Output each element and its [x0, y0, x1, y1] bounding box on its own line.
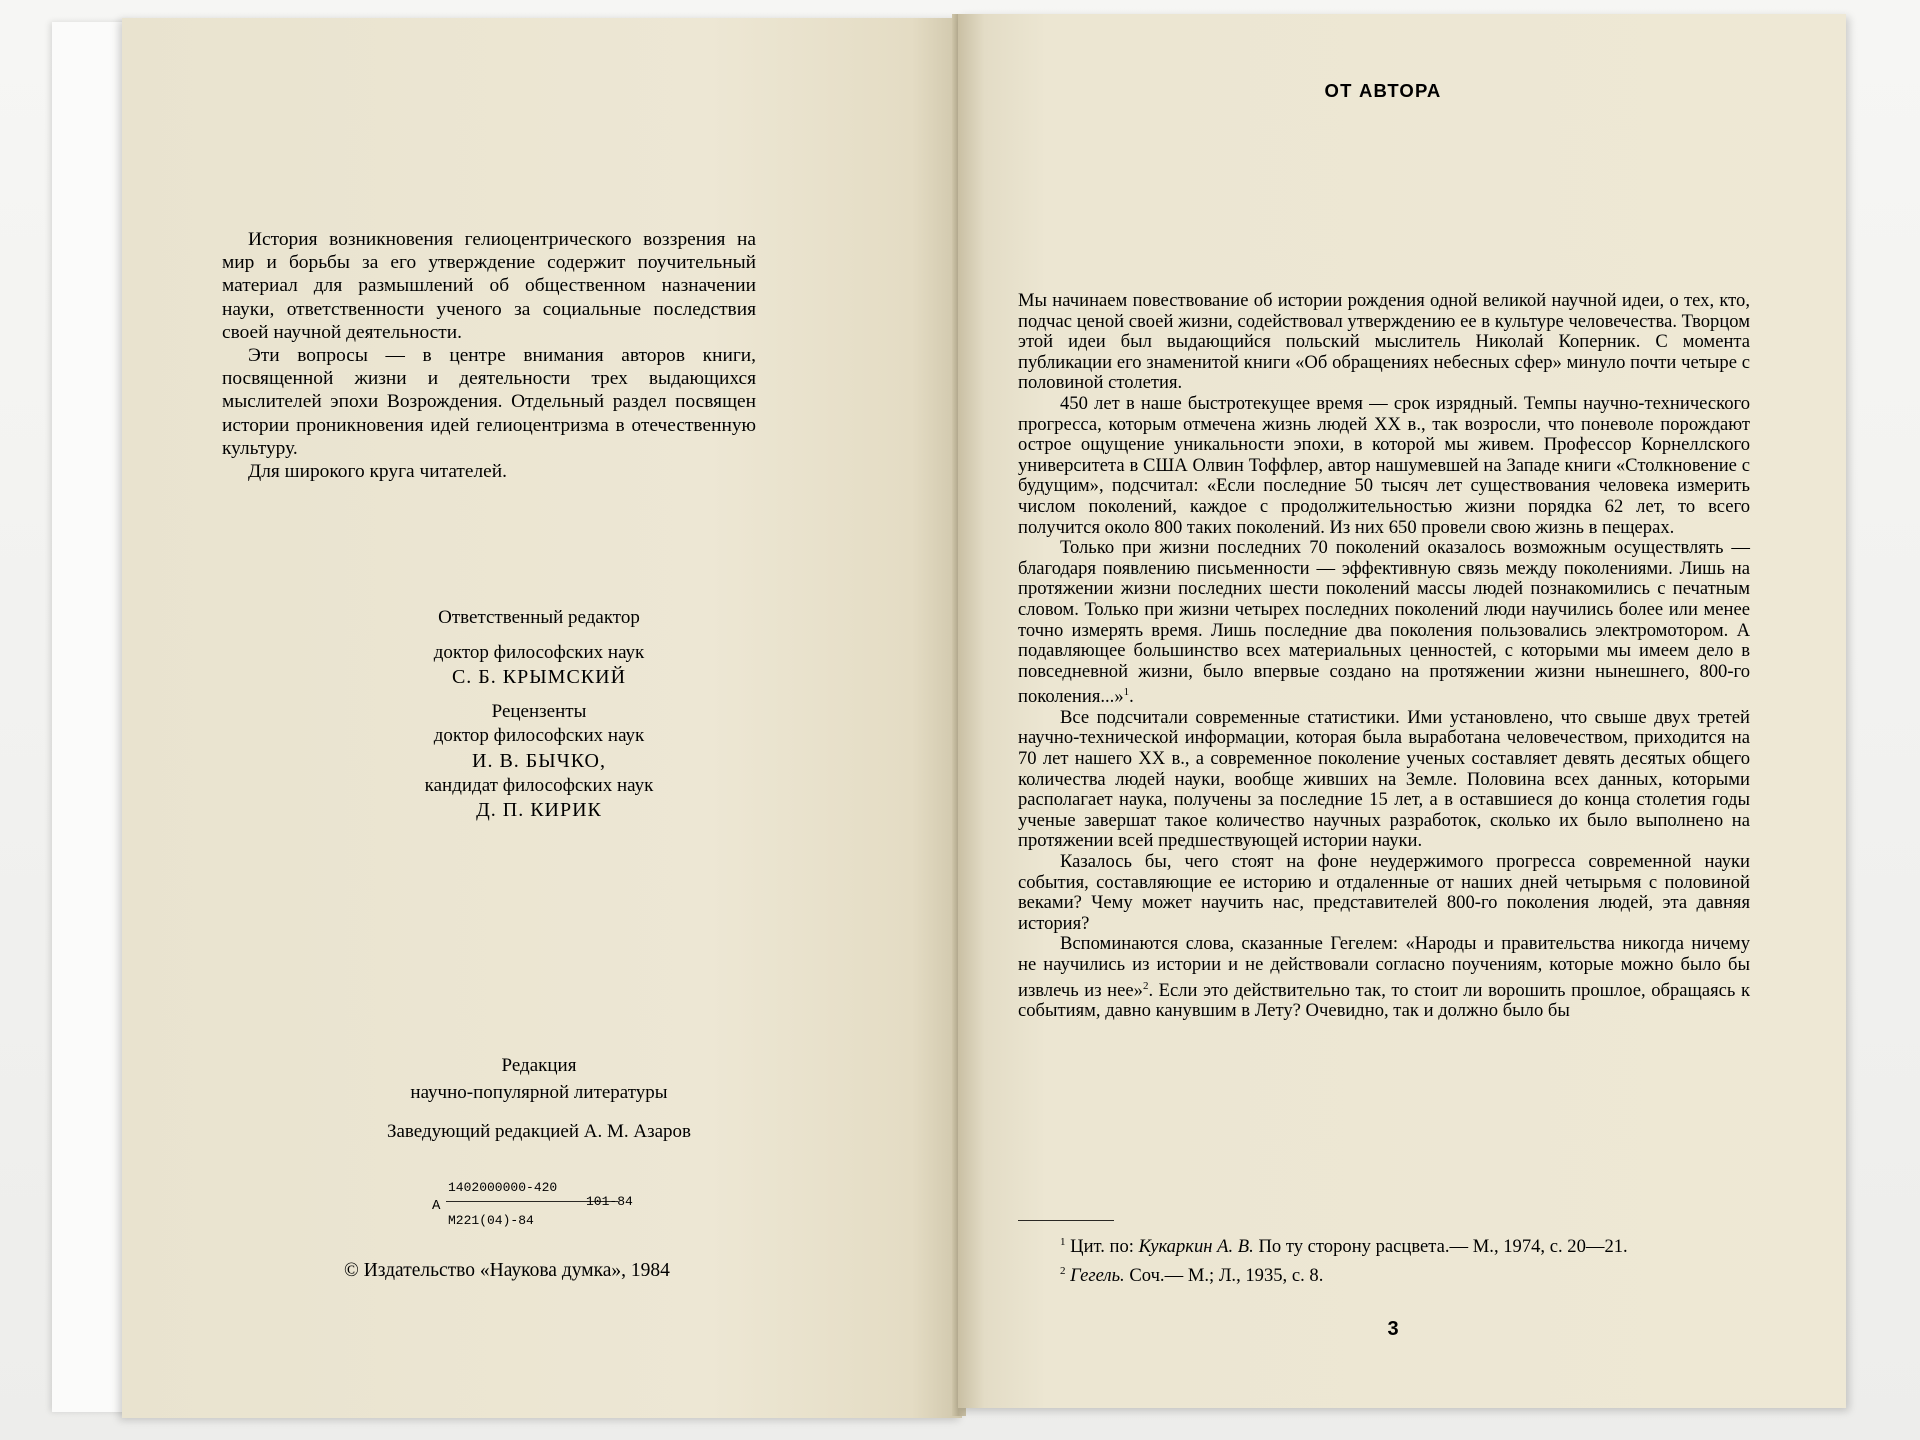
annotation-paragraph: История возникновения гелиоцентрического воззрения на мир и борьбы за его утверждение содержит поучительный материал для размышлений об общественном назначении науки, ответственности ученого за социальные последствия своей научной деятельности.: [222, 229, 756, 343]
reviewer-name: Д. П. КИРИК: [476, 799, 602, 822]
footnote-source: По ту сторону расцвета.— М., 1974, с. 20—21.: [1258, 1236, 1628, 1257]
body-text: [1018, 291, 1750, 1022]
paragraph-text: Вспоминаются слова, сказанные Гегелем: «Народы и правительства никогда ничему не научились из истории и не действовали согласно поучениям, которые можно было бы извлечь из нее»: [1018, 933, 1750, 1001]
book-cover-edge: [52, 22, 132, 1412]
footnote-prefix: Цит. по:: [1070, 1236, 1134, 1257]
annotation-paragraph: Для широкого круга читателей.: [248, 461, 508, 483]
editorial-office-department: научно-популярной литературы: [410, 1082, 668, 1103]
body-paragraph: Вспоминаются слова, сказанные Гегелем: «Народы и правительства никогда ничему не научились из истории и не действовали согласно поучениям, которые можно было бы извлечь из нее»$^2$. Если это действительно так, то стоит ли ворошить прошлое, обращаясь к событиям, давно канувшим в Лету? Очевидно, так и должно было бы: [1018, 933, 1750, 1022]
page-number: 3: [1387, 1318, 1399, 1340]
index-suffix: 101-84: [586, 1194, 633, 1209]
footnote-mark: 1: [1060, 1236, 1066, 1248]
footnote-mark: 2: [1060, 1265, 1066, 1277]
editorial-office-label: Редакция: [501, 1055, 577, 1076]
editor-degree: доктор философских наук: [433, 641, 645, 663]
footnote-author: Гегель.: [1070, 1265, 1125, 1286]
reviewer-degree: кандидат философских наук: [424, 774, 654, 796]
index-letter: А: [432, 1198, 441, 1214]
footnote-source: Соч.— М.; Л., 1935, с. 8.: [1129, 1265, 1324, 1286]
footnotes: [1018, 1230, 1750, 1288]
section-heading: ОТ АВТОРА: [1324, 80, 1442, 101]
index-denominator: М221(04)-84: [448, 1213, 534, 1228]
editorial-credits: [286, 606, 792, 823]
catalog-index-code: [428, 1178, 648, 1234]
paragraph-text: Только при жизни последних 70 поколений оказалось возможным осуществлять — благодаря появлению письменности — эффективную связь между поколениями. Лишь на протяжении жизни последних шести поколений массы людей познакомились с печатным словом. Только при жизни четырех последних поколений люди научились более или менее точно измерять время. Лишь последние два поколения пользовались электромотором. А подавляющее большинство всех материальных ценностей, с которыми мы имеем дело в повседневной жизни, было впервые создано на протяжении жизни нынешнего, 800-го поколения...»: [1018, 537, 1750, 708]
body-paragraph: Казалось бы, чего стоят на фоне неудержимого прогресса современной науки события, составляющие ее историю и отдаленные от наших дней четырьмя с половиной веками? Чему может научить нас, представителей 800-го поколения людей, эта давняя история?: [1018, 851, 1750, 934]
body-paragraph: Все подсчитали современные статистики. Ими установлено, что свыше двух третей научно-технической информации, которая была выработана человечеством, приходится на 70 лет нашего XX в., а современное поколение ученых составляет девять десятых общего количества людей науки, вообще живших на Земле. Половина всех данных, которыми располагает наука, получены за последние 15 лет, а в оставшиеся до конца столетия годы ученые завершат такое количество научных разработок, сколько их было выполнено на протяжении всей предшествующей истории науки.: [1018, 706, 1750, 852]
book-annotation: [222, 228, 756, 483]
footnote: [1018, 1230, 1750, 1259]
body-paragraph: Мы начинаем повествование об истории рождения одной великой научной идеи, о тех, кто, подчас ценой своей жизни, содействовал утверждению ее в культуре человечества. Творцом этой идеи был выдающийся польский мыслитель Николай Коперник. С момента публикации его знаменитой книги «Об обращениях небесных сфер» минуло почти четыре с половиной столетия.: [1018, 290, 1750, 394]
index-numerator: 1402000000-420: [448, 1180, 558, 1195]
reviewers-role: Рецензенты: [491, 700, 587, 722]
editor-name: С. Б. КРЫМСКИЙ: [451, 666, 627, 689]
footnote: [1018, 1259, 1750, 1288]
paragraph-text: Если это действительно так, то стоит ли ворошить прошлое, обращаясь к событиям, давно канувшим в Лету? Очевидно, так и должно было бы: [1018, 979, 1750, 1022]
reviewer-name: И. В. БЫЧКО,: [472, 749, 606, 772]
copyright-line: © Издательство «Наукова думка», 1984: [344, 1260, 670, 1281]
editorial-office-head: Заведующий редакцией А. М. Азаров: [386, 1121, 692, 1142]
footnote-ref: 1: [1123, 686, 1130, 699]
editor-role: Ответственный редактор: [438, 607, 640, 628]
reviewer-degree: доктор философских наук: [433, 725, 645, 747]
body-paragraph: 450 лет в наше быстротекущее время — срок изрядный. Темпы научно-технического прогресса, которым отмечена жизнь людей XX в., так возросли, что поневоле порождают острое ощущение уникальности эпохи, в которой мы живем. Профессор Корнеллского университета в США Олвин Тоффлер, автор нашумевшей на Западе книги «Столкновение с будущим», подсчитал: «Если последние 50 тысяч лет существования человека измерить числом поколений, каждое с продолжительностью жизни порядка 62 лет, то всего получится около 800 таких поколений. Из них 650 провели свою жизнь в пещерах.: [1018, 392, 1750, 538]
annotation-paragraph: Эти вопросы — в центре внимания авторов книги, посвященной жизни и деятельности трех выдающихся мыслителей эпохи Возрождения. Отдельный раздел посвящен истории проникновения идей гелиоцентризма в отечественную культуру.: [222, 345, 756, 459]
footnote-ref: 2: [1142, 979, 1149, 992]
body-paragraph: Только при жизни последних 70 поколений оказалось возможным осуществлять — благодаря появлению письменности — эффективную связь между поколениями. Лишь на протяжении жизни последних шести поколений массы людей познакомились с печатным словом. Только при жизни четырех последних поколений люди научились более или менее точно измерять время. Лишь последние два поколения пользовались электромотором. А подавляющее большинство всех материальных ценностей, с которыми мы имеем дело в повседневной жизни, было впервые создано на протяжении жизни нынешнего, 800-го поколения...»$^1$.: [1018, 537, 1750, 708]
editorial-office: [286, 1052, 792, 1145]
footnote-separator: [1018, 1220, 1114, 1221]
footnote-author: Кукаркин А. В.: [1138, 1236, 1254, 1257]
